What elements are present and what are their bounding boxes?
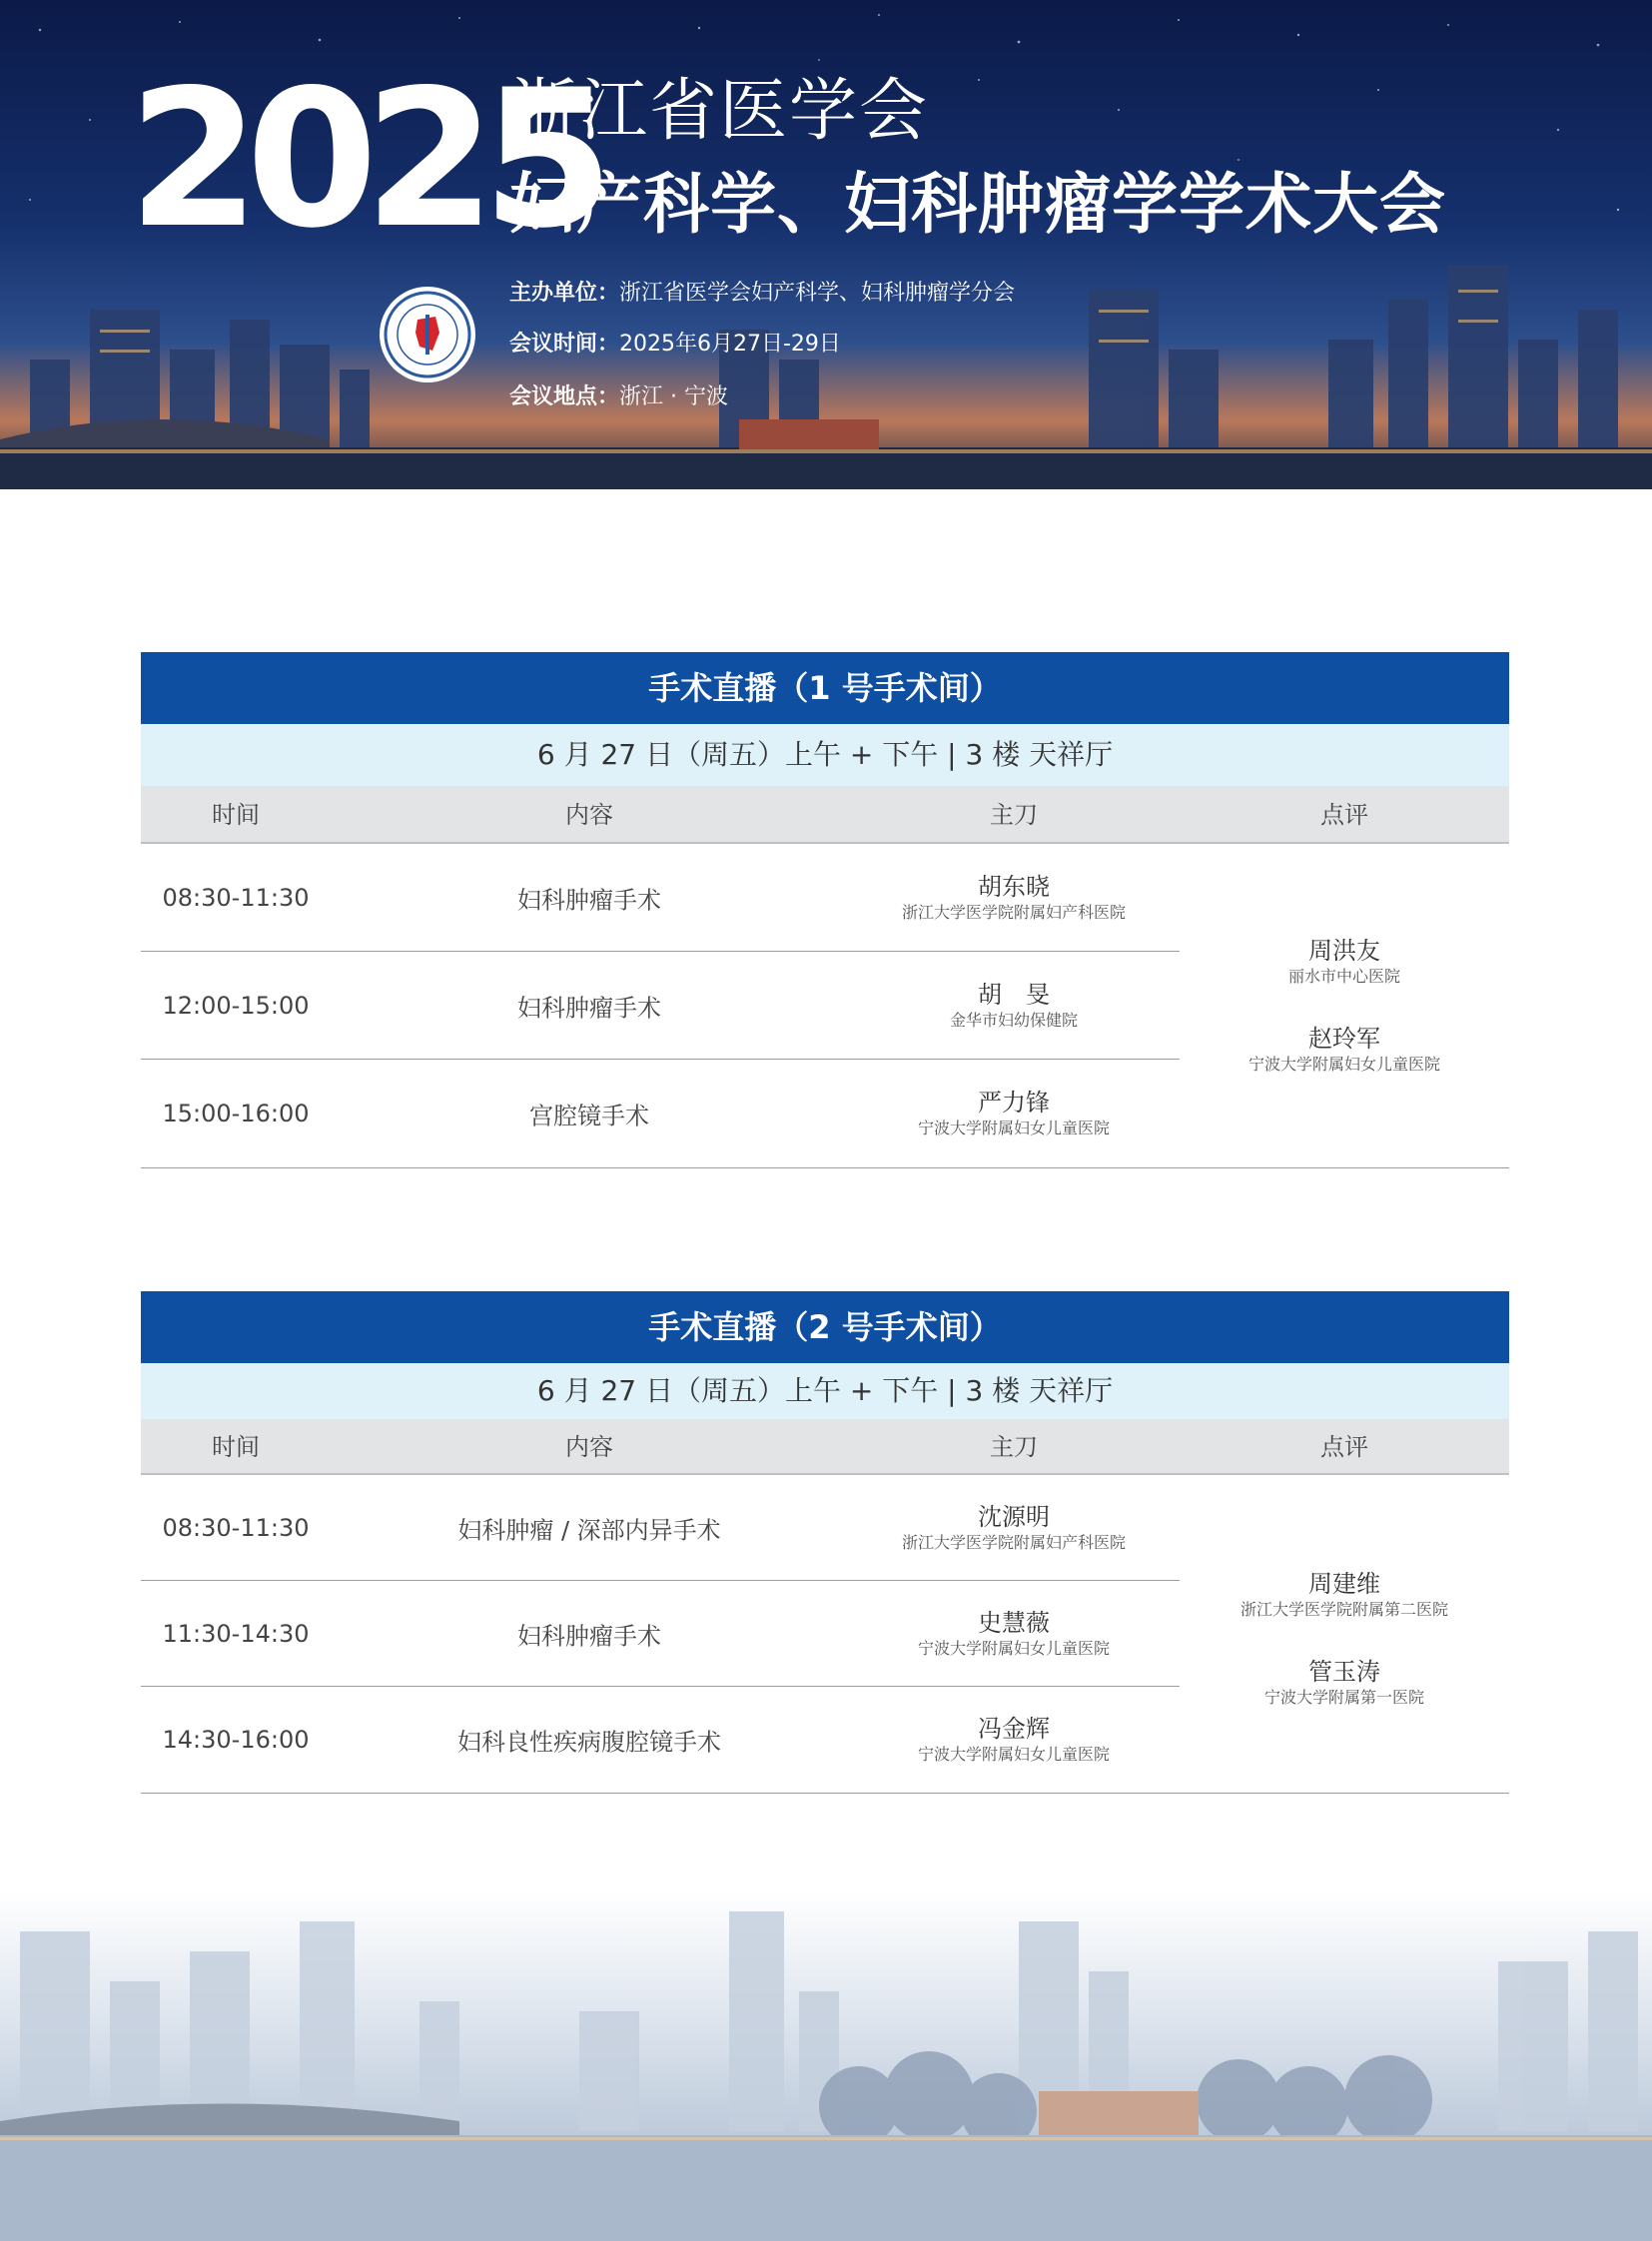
organizer-value: 浙江省医学会妇产科学、妇科肿瘤学分会 bbox=[619, 281, 1016, 306]
row-surgeon bbox=[902, 1502, 1126, 1554]
table-row bbox=[141, 1475, 1509, 1581]
time-value: 2025年6月27日-29日 bbox=[619, 332, 841, 357]
table-bottom-border bbox=[141, 1793, 1509, 1794]
reviewer bbox=[1248, 1024, 1440, 1076]
row-content: 宫腔镜手术 bbox=[529, 1102, 649, 1130]
conference-year: 2025 bbox=[128, 49, 600, 270]
association-seal-icon bbox=[378, 285, 477, 384]
reviewer bbox=[1248, 936, 1440, 988]
row-content: 妇科肿瘤手术 bbox=[517, 994, 661, 1023]
session-rows bbox=[141, 844, 1509, 1168]
table-row bbox=[141, 1060, 1509, 1167]
row-surgeon bbox=[918, 1088, 1110, 1139]
reviewer-name: 周建维 bbox=[1307, 1570, 1380, 1598]
row-time: 11:30-14:30 bbox=[162, 1620, 310, 1648]
reviewer-name: 管玉涛 bbox=[1307, 1658, 1380, 1686]
session-rows bbox=[141, 1475, 1509, 1795]
reviewer-hospital: 浙江大学医学院附属第二医院 bbox=[1239, 1600, 1449, 1619]
reviewer-hospital: 丽水市中心医院 bbox=[1287, 967, 1401, 986]
header-time: 时间 bbox=[212, 801, 260, 829]
conference-organization-title: 浙江省医学会 bbox=[509, 72, 930, 151]
surgeon-name: 冯金辉 bbox=[977, 1715, 1050, 1743]
row-time: 14:30-16:00 bbox=[162, 1726, 310, 1754]
row-content: 妇科良性疾病腹腔镜手术 bbox=[457, 1728, 721, 1757]
reviewers bbox=[1240, 1569, 1448, 1709]
row-content: 妇科肿瘤手术 bbox=[517, 1622, 661, 1651]
time-label: 会议时间： bbox=[509, 332, 620, 357]
session-date-location: 6 月 27 日（周五）上午 + 下午 | 3 楼 天祥厅 bbox=[141, 724, 1509, 786]
time-line bbox=[509, 329, 841, 361]
place-line bbox=[509, 381, 728, 413]
session-title: 手术直播（1 号手术间） bbox=[141, 652, 1509, 724]
conference-title: 妇产科学、妇科肿瘤学学术大会 bbox=[509, 166, 1446, 243]
header-content: 内容 bbox=[565, 1433, 613, 1461]
reviewers bbox=[1248, 936, 1440, 1076]
surgeon-hospital: 浙江大学医学院附属妇产科医院 bbox=[901, 1533, 1127, 1552]
reviewer-hospital: 宁波大学附属第一医院 bbox=[1263, 1688, 1425, 1707]
row-time: 08:30-11:30 bbox=[162, 884, 310, 912]
surgeon-hospital: 金华市妇幼保健院 bbox=[949, 1011, 1079, 1030]
surgeon-hospital: 宁波大学附属妇女儿童医院 bbox=[917, 1639, 1111, 1658]
header-review: 点评 bbox=[1320, 1433, 1368, 1461]
header-surgeon: 主刀 bbox=[990, 1433, 1038, 1461]
footer-skyline-illustration bbox=[0, 1891, 1652, 2241]
surgeon-name: 史慧薇 bbox=[977, 1609, 1050, 1637]
surgeon-hospital: 宁波大学附属妇女儿童医院 bbox=[917, 1745, 1111, 1764]
row-surgeon bbox=[902, 872, 1126, 924]
row-content: 妇科肿瘤 / 深部内异手术 bbox=[457, 1516, 721, 1545]
session-title: 手术直播（2 号手术间） bbox=[141, 1291, 1509, 1363]
surgeon-name: 胡东晓 bbox=[977, 873, 1050, 901]
session-table-room-2 bbox=[141, 1291, 1509, 1795]
surgeon-hospital: 浙江大学医学院附属妇产科医院 bbox=[901, 903, 1127, 922]
surgeon-name: 胡 旻 bbox=[977, 981, 1050, 1009]
row-time: 12:00-15:00 bbox=[162, 992, 310, 1020]
row-time: 15:00-16:00 bbox=[162, 1100, 310, 1127]
session-table-room-1 bbox=[141, 652, 1509, 1168]
reviewer-name: 赵玲军 bbox=[1307, 1025, 1380, 1053]
header-banner bbox=[0, 0, 1652, 489]
header-surgeon: 主刀 bbox=[990, 801, 1038, 829]
header-review: 点评 bbox=[1320, 801, 1368, 829]
reviewer-name: 周洪友 bbox=[1307, 937, 1380, 965]
row-surgeon bbox=[918, 1714, 1110, 1766]
organizer-line bbox=[509, 278, 1015, 310]
row-surgeon bbox=[950, 980, 1078, 1032]
table-bottom-border bbox=[141, 1167, 1509, 1168]
column-headers bbox=[141, 1419, 1509, 1475]
reviewer bbox=[1240, 1569, 1448, 1621]
organizer-label: 主办单位： bbox=[509, 281, 620, 306]
column-headers bbox=[141, 786, 1509, 844]
session-date-location: 6 月 27 日（周五）上午 + 下午 | 3 楼 天祥厅 bbox=[141, 1363, 1509, 1419]
surgeon-name: 沈源明 bbox=[977, 1503, 1050, 1531]
surgeon-name: 严力锋 bbox=[977, 1089, 1050, 1117]
place-label: 会议地点： bbox=[509, 384, 620, 409]
header-content: 内容 bbox=[565, 801, 613, 829]
header-time: 时间 bbox=[212, 1433, 260, 1461]
row-time: 08:30-11:30 bbox=[162, 1514, 310, 1542]
row-surgeon bbox=[918, 1608, 1110, 1660]
surgeon-hospital: 宁波大学附属妇女儿童医院 bbox=[917, 1119, 1111, 1137]
place-value: 浙江 · 宁波 bbox=[619, 384, 728, 409]
reviewer bbox=[1240, 1657, 1448, 1709]
reviewer-hospital: 宁波大学附属妇女儿童医院 bbox=[1247, 1055, 1441, 1074]
row-content: 妇科肿瘤手术 bbox=[517, 886, 661, 915]
